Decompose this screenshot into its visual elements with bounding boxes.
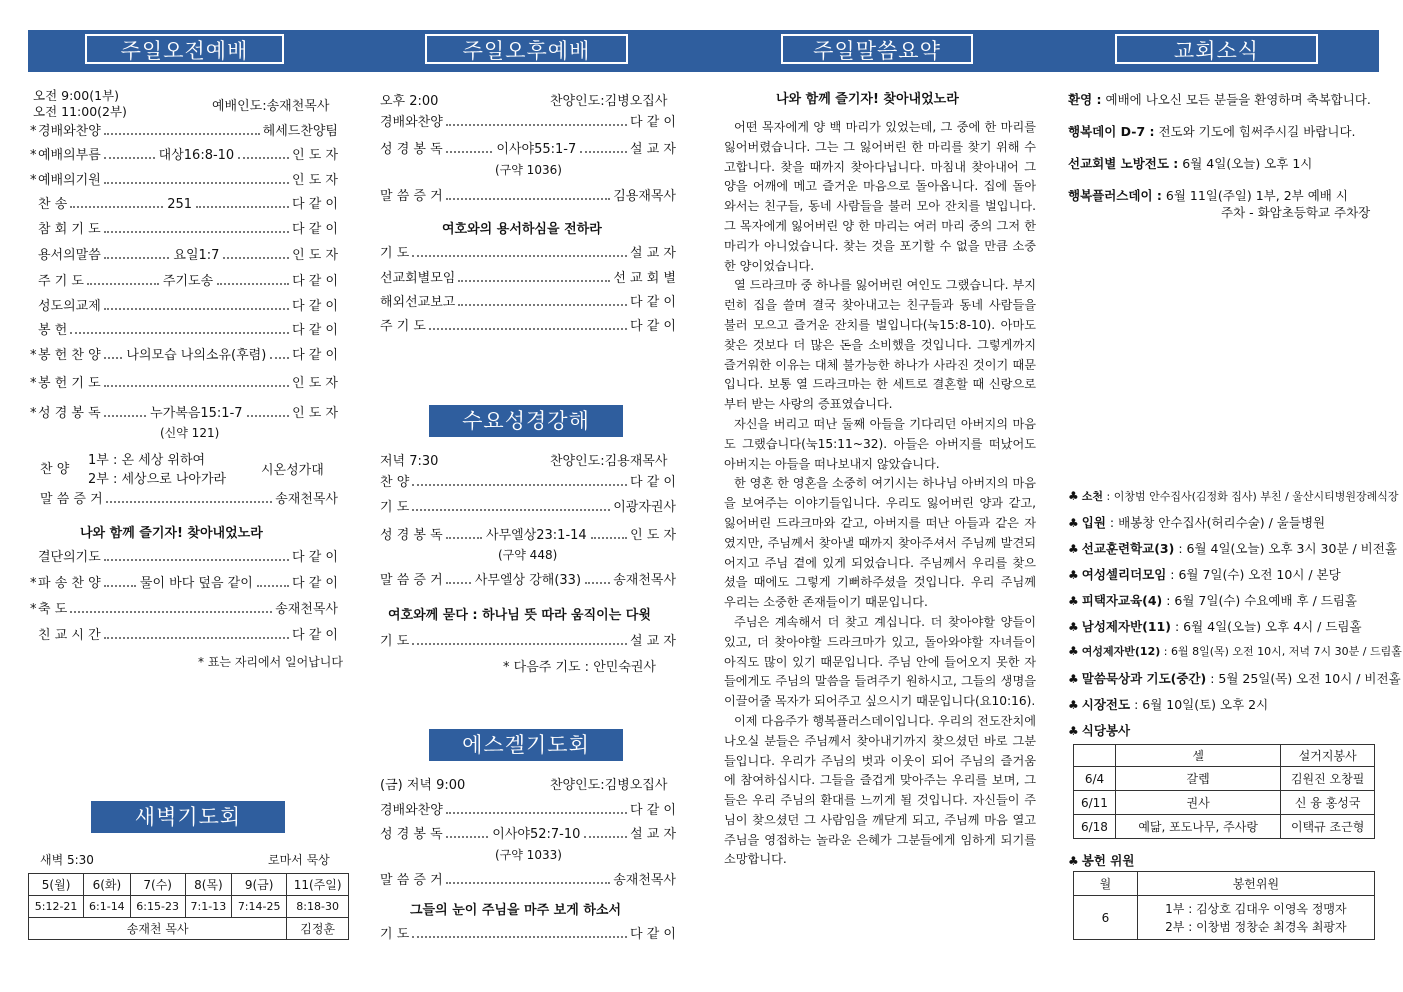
dot-leader (446, 198, 611, 200)
order-item-person: 다 같 이 (292, 348, 339, 363)
meal-title: 식당봉사 (1081, 723, 1131, 738)
morning-order-item (30, 220, 338, 240)
wednesday-sermon-row (380, 571, 676, 591)
morning-order-item (30, 195, 338, 215)
meal-cell: 갈렙 (1115, 767, 1280, 791)
dawn-sunday-leader: 김정훈 (287, 918, 349, 940)
wednesday-leader: 찬양인도:김용재목사 (550, 454, 668, 469)
news-club-key: 입원 (1081, 515, 1106, 530)
dot-leader (412, 936, 627, 938)
order-item-label: 봉 헌 찬 양 (38, 348, 101, 363)
dot-leader (580, 151, 627, 153)
news-club-key: 말씀묵상과 기도(중간) (1081, 671, 1207, 686)
morning-time-1: 오전 9:00(1부) (33, 88, 119, 103)
dot-leader (70, 332, 289, 334)
dot-leader (446, 836, 489, 838)
order-item-label: 주 기 도 (38, 274, 84, 289)
order-item-detail: 누가복음15:1-7 (150, 406, 243, 421)
morning-order-item (30, 404, 338, 424)
meal-cell: 권사 (1115, 791, 1280, 815)
dot-leader (104, 133, 260, 135)
dot-leader (104, 415, 147, 417)
order-item-detail: 요일1:7 (173, 248, 220, 263)
offering-month: 6 (1074, 896, 1138, 940)
club-icon: ♣ (1068, 644, 1079, 658)
meal-header: 셀 (1115, 745, 1280, 767)
news-club-key: 피택자교육(4) (1081, 593, 1163, 608)
standing-mark: * (30, 602, 37, 617)
order-item-label: 예배의부름 (38, 148, 101, 163)
order-item-label: 찬 양 (380, 475, 410, 490)
order-item-person: 다 같 이 (292, 299, 338, 314)
dawn-passage: 5:12-21 (29, 896, 84, 918)
dot-leader (104, 585, 136, 587)
ezekiel-sermon-label: 말 씀 증 거 (380, 873, 443, 888)
dawn-day: 8(목) (185, 874, 231, 896)
club-icon: ♣ (1068, 672, 1079, 686)
morning-hymn-1: 1부 : 온 세상 위하여 (88, 453, 206, 468)
news-club-item (1068, 488, 1399, 504)
morning-order-item (30, 272, 338, 292)
morning-order-item (30, 171, 338, 191)
dot-leader (247, 415, 290, 417)
news-club-text: : 6월 4일(오늘) 오후 4시 / 드림홀 (1174, 619, 1362, 634)
offering-table (1073, 871, 1375, 940)
dot-leader (104, 157, 155, 159)
news-club-text: : 6월 7일(수) 오전 10시 / 본당 (1170, 567, 1341, 582)
dawn-prayer-title: 새벽기도회 (91, 801, 285, 833)
morning-sermon-title: 나와 함께 즐기자! 찾아내었노라 (80, 526, 263, 541)
dot-leader (412, 643, 627, 645)
standing-mark: * (30, 376, 37, 391)
order-item-label: 봉 헌 (38, 323, 68, 338)
wednesday-sermon-preacher: 송재천목사 (613, 573, 677, 588)
news-club-item (1068, 591, 1357, 609)
club-icon: ♣ (1068, 594, 1079, 608)
morning-leader: 예배인도:송재천목사 (212, 99, 330, 114)
order-item-label: 선교회별모임 (380, 271, 456, 286)
dot-leader (104, 559, 289, 561)
morning-order-item (30, 374, 338, 394)
standing-mark: * (30, 348, 37, 363)
morning-order-item (30, 122, 338, 142)
order-item-person: 헤세드찬양팀 (262, 124, 338, 139)
news-club-text: : 6월 7일(수) 수요예배 후 / 드림홀 (1166, 593, 1357, 608)
dawn-passage: 6:15-23 (130, 896, 185, 918)
morning-order-item (30, 626, 338, 646)
dot-leader (87, 283, 159, 285)
dawn-day: 7(수) (130, 874, 185, 896)
news-club-item (1068, 695, 1268, 713)
ezekiel-prayer-who: 다 같 이 (630, 927, 676, 942)
ezekiel-order-item (380, 801, 676, 821)
dot-leader (104, 357, 123, 359)
news-club-key: 여성제자반(12) (1081, 645, 1161, 658)
morning-order-item (30, 548, 338, 568)
order-item-person: 다 같 이 (630, 803, 676, 818)
dawn-passage: 7:14-25 (232, 896, 287, 918)
header-church-news: 교회소식 (1115, 34, 1318, 64)
dot-leader (412, 255, 627, 257)
news-club-item (1068, 669, 1401, 687)
order-item-person: 다 같 이 (630, 115, 676, 130)
dawn-book: 로마서 묵상 (268, 853, 330, 867)
afternoon-order-item (380, 140, 676, 160)
news-item (1068, 122, 1356, 140)
afternoon-scripture-ref: (구약 1036) (495, 163, 562, 177)
news-parking: 주차 - 화암초등학교 주차장 (1221, 205, 1371, 220)
order-item-person: 다 같 이 (292, 628, 338, 643)
order-item-label: 찬 송 (38, 197, 68, 212)
wednesday-order-item (380, 498, 676, 518)
dot-leader (257, 585, 289, 587)
ezekiel-sermon-row (380, 871, 676, 891)
afternoon-time: 오후 2:00 (380, 94, 439, 109)
news-club-text: : 배봉창 안수집사(허리수술) / 울들병원 (1109, 515, 1326, 530)
ezekiel-sermon-preacher: 송재천목사 (613, 873, 676, 888)
meal-cell: 6/11 (1074, 791, 1116, 815)
summary-paragraph: 자신을 버리고 떠난 둘째 아들을 기다리던 아버지의 마음도 그랬습니다(눅15:11~32). 아들은 아버지를 떠났어도 아버지는 아들을 떠나보내지 않았습니다. (724, 416, 1036, 471)
news-club-text: : 이창범 안수집사(김정화 집사) 부친 / 울산시티병원장례식장 (1106, 490, 1399, 503)
standing-mark: * (30, 148, 37, 163)
club-icon: ♣ (1068, 698, 1079, 712)
club-icon: ♣ (1068, 724, 1079, 738)
wednesday-next-prayer: * 다음주 기도 : 안민숙권사 (503, 660, 656, 675)
morning-time-2: 오전 11:00(2부) (33, 104, 127, 119)
news-item-key: 환영 : (1068, 92, 1102, 107)
news-club-text: : 6월 8일(목) 오전 10시, 저녁 7시 30분 / 드림홀 (1163, 645, 1402, 658)
news-club-key: 남성제자반(11) (1081, 619, 1171, 634)
ezekiel-title: 에스겔기도회 (429, 729, 623, 761)
dot-leader (446, 537, 482, 539)
order-item-label: 성도의교제 (38, 299, 101, 314)
dot-leader (104, 231, 289, 233)
meal-cell: 6/18 (1074, 815, 1116, 839)
offering-title-row (1068, 851, 1134, 869)
standing-mark: * (30, 406, 37, 421)
dawn-time: 새벽 5:30 (40, 853, 94, 867)
meal-header (1074, 745, 1116, 767)
offering-header-month: 월 (1074, 872, 1138, 896)
dot-leader (238, 157, 289, 159)
order-item-label: 주 기 도 (380, 319, 426, 334)
ezekiel-time: (금) 저녁 9:00 (380, 778, 466, 793)
morning-order-item (30, 321, 338, 341)
news-club-key: 선교훈련학교(3) (1081, 541, 1175, 556)
order-item-person: 이광자권사 (613, 500, 676, 515)
dot-leader (446, 582, 471, 584)
afternoon-order-item (380, 113, 676, 133)
order-item-person: 다 같 이 (292, 222, 338, 237)
wednesday-order-item (380, 526, 676, 546)
meal-header: 설거지봉사 (1281, 745, 1375, 767)
meal-cell: 이택규 조근형 (1281, 815, 1375, 839)
morning-order-item (30, 600, 338, 620)
afternoon-order-item (380, 244, 676, 264)
afternoon-order-item (380, 293, 676, 313)
dot-leader (412, 484, 627, 486)
order-item-label: 성 경 봉 독 (380, 142, 443, 157)
meal-row (1074, 815, 1375, 839)
dot-leader (70, 206, 163, 208)
dawn-passage: 7:1-13 (185, 896, 231, 918)
order-item-label: 성 경 봉 독 (380, 827, 443, 842)
header-afternoon-worship: 주일오후예배 (425, 34, 628, 64)
order-item-person: 선 교 회 별 (613, 271, 676, 286)
morning-order-item (30, 246, 338, 266)
wednesday-scripture-ref: (구약 448) (498, 548, 558, 562)
header-sermon-summary: 주일말씀요약 (781, 34, 973, 64)
order-item-detail: 대상16:8-10 (158, 148, 235, 163)
order-item-person: 다 같 이 (630, 295, 676, 310)
club-icon: ♣ (1068, 542, 1079, 556)
news-club-item (1068, 539, 1397, 557)
order-item-person: 인 도 자 (292, 148, 339, 163)
news-club-item (1068, 617, 1362, 635)
order-item-person: 다 같 이 (630, 475, 676, 490)
dot-leader (104, 385, 289, 387)
header-morning-worship: 주일오전예배 (85, 34, 284, 64)
meal-row (1074, 767, 1375, 791)
morning-hymn-2: 2부 : 세상으로 나아가라 (88, 472, 227, 487)
wednesday-prayer-row (380, 632, 676, 652)
news-item-text: 6월 4일(오늘) 오후 1시 (1182, 156, 1313, 171)
order-item-person: 다 같 이 (292, 576, 338, 591)
news-club-text: : 6월 4일(오늘) 오후 3시 30분 / 비전홀 (1178, 541, 1397, 556)
standing-mark: * (30, 576, 37, 591)
dot-leader (591, 537, 627, 539)
summary-paragraph: 어떤 목자에게 양 백 마리가 있었는데, 그 중에 한 마리를 잃어버렸습니다. 그는 그 잃어버린 한 마리를 찾기 위해 수고합니다. 찾을 때까지 찾아다닙니다. 마침내 찾아내어 그 양을 어깨에 메고 즐거운 마음으로 돌아옵니다. 집에 돌아와서는 친구들, 동네 사람들을 불러 모아 잔치를 벌입니다. 그 목자에게 잃어버린 양 한 마리는 여러 마리 중의 그저 한 마리가 아니었습니다. 찾는 것을 포기할 수 없을 만큼 소중한 양이었습니다. (724, 120, 1036, 273)
order-item-person: 다 같 이 (292, 197, 338, 212)
order-item-label: 봉 헌 기 도 (38, 376, 101, 391)
news-item-text: 6월 11일(주일) 1부, 2부 예배 시 (1165, 188, 1348, 203)
afternoon-leader: 찬양인도:김병오집사 (550, 94, 668, 109)
summary-paragraph: 주님은 계속해서 더 찾고 계십니다. 더 찾아야할 양들이 있고, 더 찾아야할 드라크마가 있고, 돌아와야할 자녀들이 아직도 많이 있기 때문입니다. 주님 안에 들어오지 못한 자들에게도 주님의 말씀을 들려주기 원하시고, 그들의 생명을 이끌어줄 목자가 되어주고 싶으시기 때문입니다(요10:16). (724, 614, 1036, 709)
dot-leader (270, 357, 289, 359)
order-item-person: 인 도 자 (292, 173, 338, 188)
order-item-label: 예배의기원 (38, 173, 101, 188)
order-item-person: 인 도 자 (292, 376, 338, 391)
order-item-label: 파 송 찬 양 (38, 576, 101, 591)
afternoon-sermon-title: 여호와의 용서하심을 전하라 (442, 222, 602, 237)
order-item-person: 인 도 자 (292, 248, 339, 263)
order-item-label: 참 회 기 도 (38, 222, 101, 237)
dot-leader (446, 812, 627, 814)
order-item-detail: 이사야52:7-10 (492, 827, 581, 842)
news-item (1068, 186, 1348, 204)
club-icon: ♣ (1068, 489, 1079, 503)
order-item-person: 설 교 자 (630, 827, 677, 842)
news-item-key: 행복플러스데이 : (1068, 188, 1162, 203)
order-item-detail: 251 (167, 197, 193, 212)
order-item-person: 인 도 자 (630, 528, 677, 543)
dot-leader (458, 304, 627, 306)
dot-leader (104, 182, 289, 184)
meal-title-row (1068, 721, 1130, 739)
dot-leader (104, 637, 289, 639)
dot-leader (104, 257, 170, 259)
dot-leader (429, 328, 627, 330)
dot-leader (223, 257, 289, 259)
wednesday-prayer-who: 설 교 자 (630, 634, 676, 649)
dot-leader (446, 151, 493, 153)
offering-title: 봉헌 위원 (1081, 853, 1135, 868)
morning-scripture-ref: (신약 121) (160, 426, 220, 440)
wednesday-sermon-title: 여호와께 묻다 : 하나님 뜻 따라 움직이는 다윗 (388, 608, 651, 623)
ezekiel-prayer-label: 기 도 (380, 927, 410, 942)
summary-paragraph: 한 영혼 한 영혼을 소중히 여기시는 하나님 아버지의 마음을 보여주는 이야기들입니다. 우리도 잃어버린 양과 같고, 잃어버린 드라크마와 같고, 아버지를 떠난 아들과 같은 자였지만, 주님께서 찾아낼 때까지 찾아주셔서 주님께 발견되어지고 주님 곁에 있게 되었습니다. 주님께서 우리를 찾으셨을 때에도 그렇게 기뻐하주셨을 것입니다. 우리 주님께 우리는 소중한 존재들이기 때문입니다. (724, 476, 1036, 610)
dot-leader (446, 124, 627, 126)
afternoon-sermon-label: 말 씀 증 거 (380, 189, 443, 204)
dot-leader (584, 836, 627, 838)
dot-leader (106, 501, 273, 503)
wednesday-order-item (380, 473, 676, 493)
order-item-person: 다 같 이 (630, 319, 676, 334)
news-item-text: 예배에 나오신 모든 분들을 환영하며 축복합니다. (1105, 92, 1371, 107)
morning-order-item (30, 146, 338, 166)
news-item-key: 선교회별 노방전도 : (1068, 156, 1179, 171)
order-item-person: 인 도 자 (292, 406, 339, 421)
order-item-label: 해외선교보고 (380, 295, 456, 310)
summary-title: 나와 함께 즐기자! 찾아내었노라 (776, 92, 959, 107)
order-item-label: 용서의말씀 (38, 248, 101, 263)
order-item-label: 성 경 봉 독 (380, 528, 443, 543)
meal-row (1074, 791, 1375, 815)
offering-service-2: 2부 : 이창범 정창순 최경옥 최팡자 (1165, 919, 1347, 934)
order-item-label: 경배와찬양 (380, 115, 443, 130)
order-item-detail: 사무엘상23:1-14 (486, 528, 587, 543)
order-item-detail: 이사야55:1-7 (496, 142, 577, 157)
order-item-label: 축 도 (38, 602, 68, 617)
news-club-key: 여성셀리더모임 (1081, 567, 1167, 582)
club-icon: ♣ (1068, 854, 1079, 868)
order-item-label: 경배와찬양 (380, 803, 443, 818)
offering-service-1: 1부 : 김상호 김대우 이영옥 정맹자 (1165, 901, 1347, 916)
standing-mark: * (30, 124, 37, 139)
order-item-label: 경배와찬양 (38, 124, 101, 139)
news-item (1068, 154, 1312, 172)
dawn-leader: 송재천 목사 (29, 918, 287, 940)
morning-note: * 표는 자리에서 일어납니다 (198, 655, 343, 669)
afternoon-sermon-row (380, 187, 676, 207)
order-item-person: 다 같 이 (292, 274, 339, 289)
ezekiel-sermon-title: 그들의 눈이 주님을 마주 보게 하소서 (410, 903, 621, 918)
morning-hymn-label: 찬 양 (40, 462, 70, 477)
meal-table (1073, 744, 1375, 839)
meal-cell: 예닮, 포도나무, 주사랑 (1115, 815, 1280, 839)
wednesday-time: 저녁 7:30 (380, 454, 439, 469)
wednesday-prayer-label: 기 도 (380, 634, 410, 649)
ezekiel-order-item (380, 825, 676, 845)
order-item-person: 송재천목사 (275, 602, 338, 617)
news-club-key: 소천 (1081, 490, 1104, 503)
morning-sermon-label: 말 씀 증 거 (40, 492, 103, 507)
wednesday-title: 수요성경강해 (429, 405, 623, 437)
dawn-day: 6(화) (84, 874, 130, 896)
ezekiel-leader: 찬양인도:김병오집사 (550, 778, 668, 793)
meal-cell: 신 융 홍성국 (1281, 791, 1375, 815)
morning-order-item (30, 346, 338, 366)
morning-choir: 시온성가대 (261, 463, 324, 478)
meal-cell: 김원진 오창필 (1281, 767, 1375, 791)
dawn-schedule-table (28, 873, 349, 940)
dot-leader (104, 308, 289, 310)
club-icon: ♣ (1068, 620, 1079, 634)
dot-leader (446, 882, 611, 884)
dawn-day: 9(금) (232, 874, 287, 896)
news-item-key: 행복데이 D-7 : (1068, 124, 1155, 139)
offering-header-members: 봉헌위원 (1137, 872, 1374, 896)
dawn-passage: 8:18-30 (287, 896, 349, 918)
news-club-item (1068, 513, 1325, 531)
order-item-person: 설 교 자 (630, 142, 676, 157)
dot-leader (196, 206, 289, 208)
news-club-item (1068, 643, 1402, 659)
order-item-person: 설 교 자 (630, 246, 676, 261)
morning-sermon-row (40, 490, 338, 510)
order-item-label: 친 교 시 간 (38, 628, 101, 643)
dawn-day: 11(주일) (287, 874, 349, 896)
wednesday-sermon-series: 사무엘상 강해(33) (474, 573, 582, 588)
morning-order-item (30, 297, 338, 317)
dot-leader (217, 283, 289, 285)
meal-cell: 6/4 (1074, 767, 1116, 791)
order-item-detail: 물이 바다 덮음 같이 (139, 576, 253, 591)
order-item-person: 다 같 이 (292, 323, 338, 338)
order-item-label: 기 도 (380, 246, 410, 261)
news-item (1068, 90, 1371, 108)
dawn-passage: 6:1-14 (84, 896, 130, 918)
club-icon: ♣ (1068, 516, 1079, 530)
news-club-key: 시장전도 (1081, 697, 1131, 712)
dawn-day: 5(월) (29, 874, 84, 896)
afternoon-sermon-preacher: 김용재목사 (613, 189, 676, 204)
news-club-text: : 5월 25일(목) 오전 10시 / 비전홀 (1210, 671, 1401, 686)
dot-leader (585, 582, 610, 584)
summary-body (724, 118, 1036, 870)
dot-leader (70, 611, 272, 613)
order-item-detail: 나의모습 나의소유(후렴) (126, 348, 267, 363)
afternoon-order-item (380, 269, 676, 289)
news-club-item (1068, 565, 1341, 583)
summary-paragraph: 열 드라크마 중 하나를 잃어버린 여인도 그랬습니다. 부지런히 집을 쓸며 결국 찾아내고는 친구들과 동네 사람들을 불러 모으고 즐거운 잔치를 벌입니다(눅15:8-10). 아마도 찾은 것보다 더 많은 돈을 소비했을 것입니다. 그렇게까지 즐거워한 이유는 대체 불가능한 하나가 사라진 것이기 때문입니다. 보통 열 드라크마는 한 세트로 결혼할 때 신랑으로부터 받는 사랑의 증표였습니다. (724, 278, 1036, 412)
summary-paragraph: 이제 다음주가 행복플러스데이입니다. 우리의 전도잔치에 나오실 분들은 주님께서 찾아내기까지 찾으셨던 바로 그분들입니다. 우리가 주님의 벗과 이웃이 되어 주님의 즐거움에 참여하십시다. 그들을 즐겁게 맞아주는 우리를 보며, 그들은 우리 주님의 환대를 느끼게 될 것입니다. 자신들이 주님이 찾으셨던 그 사람임을 깨닫게 되고, 주님께 마음 열고 주님을 영접하는 놀라운 은혜가 그분들에게 임하게 되기를 소망합니다. (724, 713, 1036, 867)
standing-mark: * (30, 173, 37, 188)
order-item-label: 결단의기도 (38, 550, 101, 565)
wednesday-sermon-label: 말 씀 증 거 (380, 573, 443, 588)
morning-order-item (30, 574, 338, 594)
morning-sermon-preacher: 송재천목사 (275, 492, 338, 507)
ezekiel-prayer-row (380, 925, 676, 945)
dot-leader (412, 509, 610, 511)
afternoon-order-item (380, 317, 676, 337)
news-club-text: : 6월 10일(토) 오후 2시 (1134, 697, 1269, 712)
order-item-detail: 주기도송 (162, 274, 214, 289)
ezekiel-scripture-ref: (구약 1033) (495, 848, 562, 862)
order-item-label: 기 도 (380, 500, 410, 515)
order-item-person: 다 같 이 (292, 550, 338, 565)
news-item-text: 전도와 기도에 힘써주시길 바랍니다. (1158, 124, 1356, 139)
order-item-label: 성 경 봉 독 (38, 406, 101, 421)
club-icon: ♣ (1068, 568, 1079, 582)
dot-leader (458, 280, 610, 282)
